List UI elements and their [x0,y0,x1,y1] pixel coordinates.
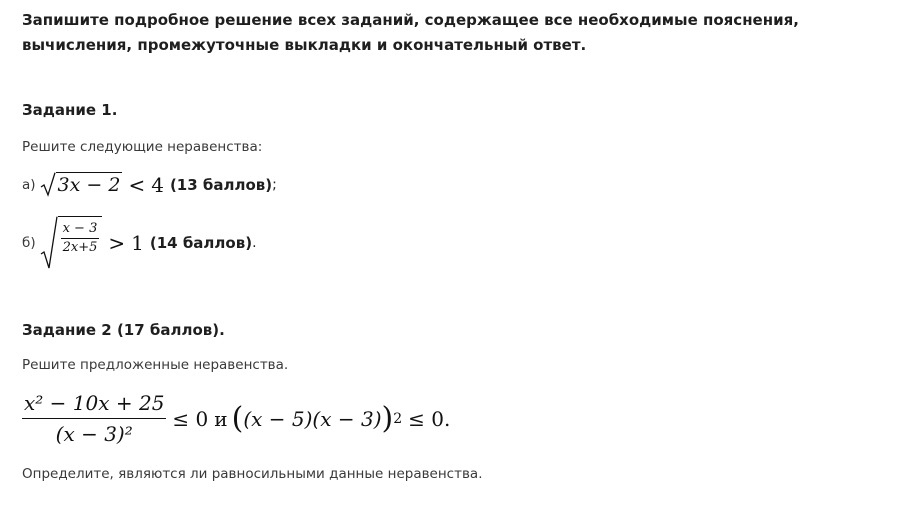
item-a-relation: < [128,173,146,197]
item-a-tail: ; [272,177,277,193]
task1-instruction: Решите следующие неравенства: [22,139,263,155]
radical-sign-icon [40,216,58,270]
task1-item-a [22,172,277,198]
task2-relation1: ≤ 0 [172,406,209,431]
item-a-sqrt [40,172,123,198]
item-b-denominator: 2x+5 [62,240,98,255]
task2-title: Задание 2 (17 баллов). [22,321,225,339]
task1-title: Задание 1. [22,101,118,119]
task2-formula [22,388,456,449]
task2-numerator: x² − 10x + 25 [24,391,165,415]
radical-sign-icon [40,172,56,198]
big-paren-close: ) [381,400,394,436]
task2-expr2 [231,400,403,436]
task2-instruction: Решите предложенные неравенства. [22,357,289,373]
item-b-rhs: 1 [131,231,144,255]
big-paren-open: ( [231,400,244,436]
item-b-fraction [61,220,100,257]
item-b-relation: > [108,231,126,255]
item-a-rhs: 4 [151,173,164,197]
task1-item-b [22,216,257,270]
task2-fraction [22,388,166,449]
intro-text: Запишите подробное решение всех заданий, содержащее все необходимые пояснения, вычисления, промежуточные выкладки и окончательный ответ. [22,11,799,54]
task2-relation2: ≤ 0. [408,406,451,431]
task2-question: Определите, являются ли равносильными данные неравенства. [22,466,483,482]
item-b-numerator: x − 3 [62,221,98,236]
item-b-tail: . [252,235,257,251]
item-a-points: (13 баллов) [169,176,273,194]
item-b-sqrt [40,216,103,270]
task2-denominator: (x − 3)² [55,422,133,446]
task2-conjunction: и [214,406,228,431]
task2-expr2-exponent: 2 [393,410,403,427]
item-b-points: (14 баллов) [149,234,253,252]
task2-expr2-body: (x − 5)(x − 3) [243,406,382,431]
item-a-label: а) [22,177,36,193]
item-b-label: б) [22,235,36,251]
item-a-radicand: 3x − 2 [57,174,121,196]
